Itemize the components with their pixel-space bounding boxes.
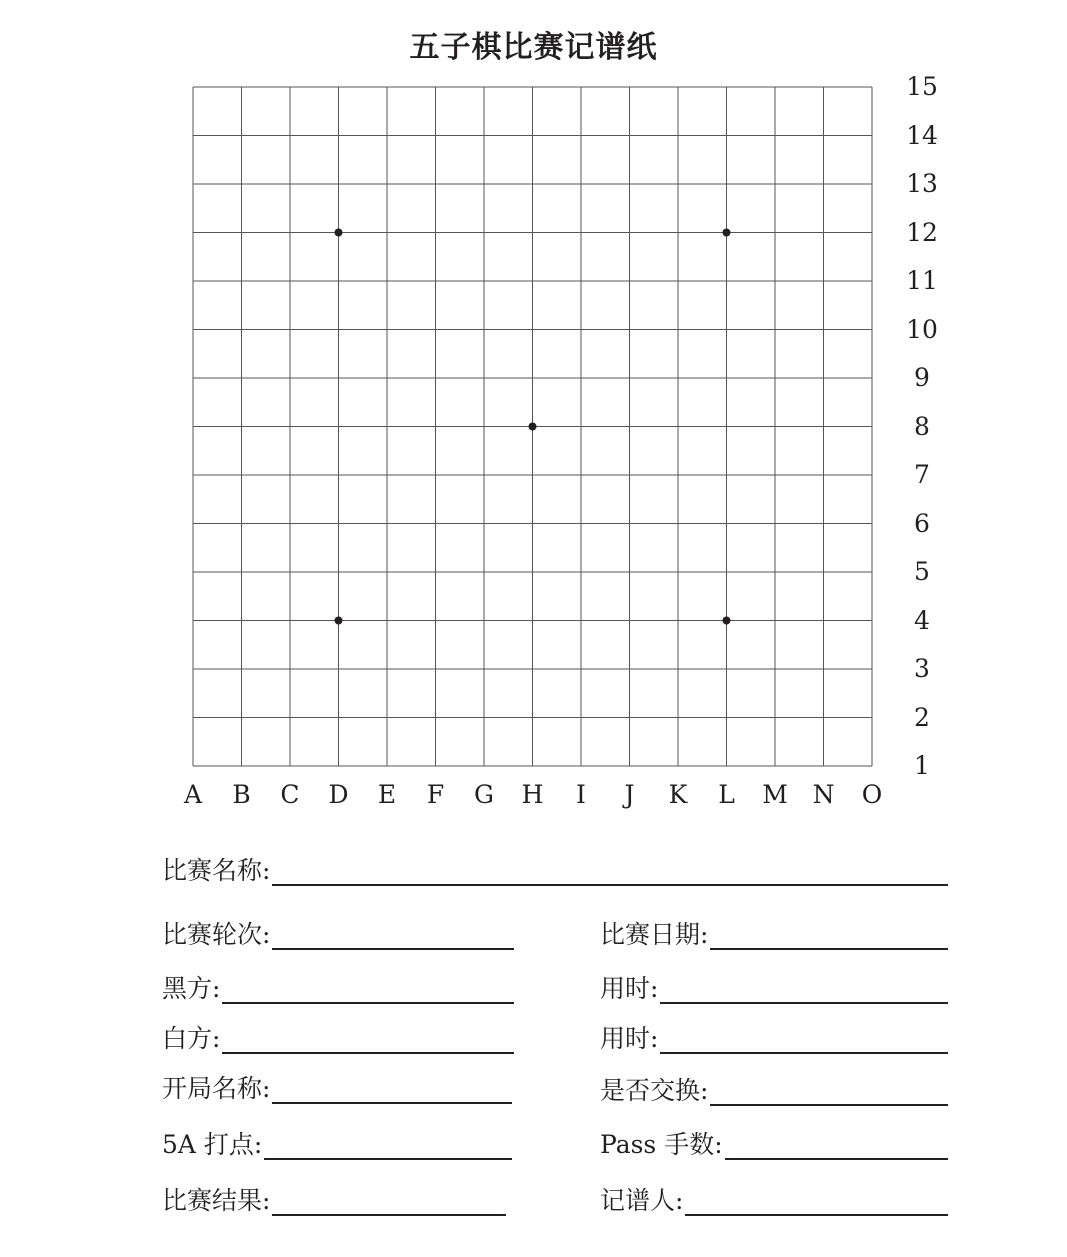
column-label: K <box>668 780 688 809</box>
column-label: I <box>576 780 586 809</box>
fivea-line[interactable] <box>264 1134 512 1160</box>
pass-line[interactable] <box>725 1134 948 1160</box>
row-label: 14 <box>906 120 938 150</box>
row-label: 8 <box>914 411 930 441</box>
white-time-field[interactable] <box>600 1024 948 1054</box>
white-label: 白方: <box>162 1024 221 1053</box>
match-name-line[interactable] <box>272 860 948 886</box>
row-label: 9 <box>914 363 930 392</box>
black-label: 黑方: <box>162 974 221 1003</box>
row-label: 7 <box>914 460 930 489</box>
round-field[interactable] <box>162 920 514 950</box>
swap-label: 是否交换: <box>600 1076 709 1105</box>
black-field[interactable] <box>162 974 514 1004</box>
black-time-line[interactable] <box>660 978 948 1004</box>
row-label: 6 <box>914 508 930 538</box>
pass-label: Pass 手数: <box>600 1130 723 1159</box>
opening-field[interactable] <box>162 1074 512 1104</box>
opening-label: 开局名称: <box>162 1074 271 1103</box>
column-label: J <box>624 780 635 809</box>
opening-line[interactable] <box>272 1078 512 1104</box>
recorder-label: 记谱人: <box>600 1186 684 1215</box>
row-label: 2 <box>914 702 930 732</box>
swap-line[interactable] <box>710 1080 948 1106</box>
column-label: D <box>328 780 349 809</box>
round-line[interactable] <box>272 924 514 950</box>
star-point <box>723 229 731 237</box>
fivea-label: 5A 打点: <box>162 1130 263 1159</box>
star-point <box>335 617 343 625</box>
black-time-field[interactable] <box>600 974 948 1004</box>
column-label: O <box>861 780 883 809</box>
pass-field[interactable] <box>600 1130 948 1160</box>
star-point <box>335 229 343 237</box>
column-label: B <box>232 780 251 809</box>
column-label: A <box>183 780 203 809</box>
result-label: 比赛结果: <box>162 1186 271 1215</box>
recorder-line[interactable] <box>685 1190 948 1216</box>
white-time-line[interactable] <box>660 1028 948 1054</box>
recorder-field[interactable] <box>600 1186 948 1216</box>
result-field[interactable] <box>162 1186 506 1216</box>
row-label: 15 <box>906 72 938 101</box>
swap-field[interactable] <box>600 1076 948 1106</box>
page-title: 五子棋比赛记谱纸 <box>409 30 658 65</box>
column-label: E <box>377 780 397 809</box>
column-label: G <box>474 780 494 809</box>
white-time-label: 用时: <box>600 1024 659 1053</box>
black-time-label: 用时: <box>600 974 659 1003</box>
column-label: C <box>280 780 300 809</box>
match-name-label: 比赛名称: <box>162 856 271 885</box>
row-label: 4 <box>914 605 930 635</box>
date-field[interactable] <box>600 920 948 950</box>
black-line[interactable] <box>222 978 514 1004</box>
row-label: 3 <box>914 654 930 683</box>
column-label: N <box>812 780 835 809</box>
fivea-field[interactable] <box>162 1130 512 1160</box>
row-label: 13 <box>906 169 938 198</box>
white-line[interactable] <box>222 1028 514 1054</box>
star-point <box>529 423 537 431</box>
column-label: M <box>762 780 788 809</box>
result-line[interactable] <box>272 1190 506 1216</box>
column-label: H <box>521 780 544 809</box>
row-label: 5 <box>914 557 930 586</box>
row-label: 11 <box>906 266 938 295</box>
column-label: F <box>426 780 445 809</box>
star-point <box>723 617 731 625</box>
column-label: L <box>718 780 735 809</box>
white-field[interactable] <box>162 1024 514 1054</box>
row-label: 10 <box>906 314 938 344</box>
match-name-field[interactable] <box>162 856 948 886</box>
round-label: 比赛轮次: <box>162 920 271 949</box>
date-line[interactable] <box>710 924 948 950</box>
date-label: 比赛日期: <box>600 920 709 949</box>
row-label: 12 <box>906 217 938 247</box>
row-label: 1 <box>914 751 930 780</box>
